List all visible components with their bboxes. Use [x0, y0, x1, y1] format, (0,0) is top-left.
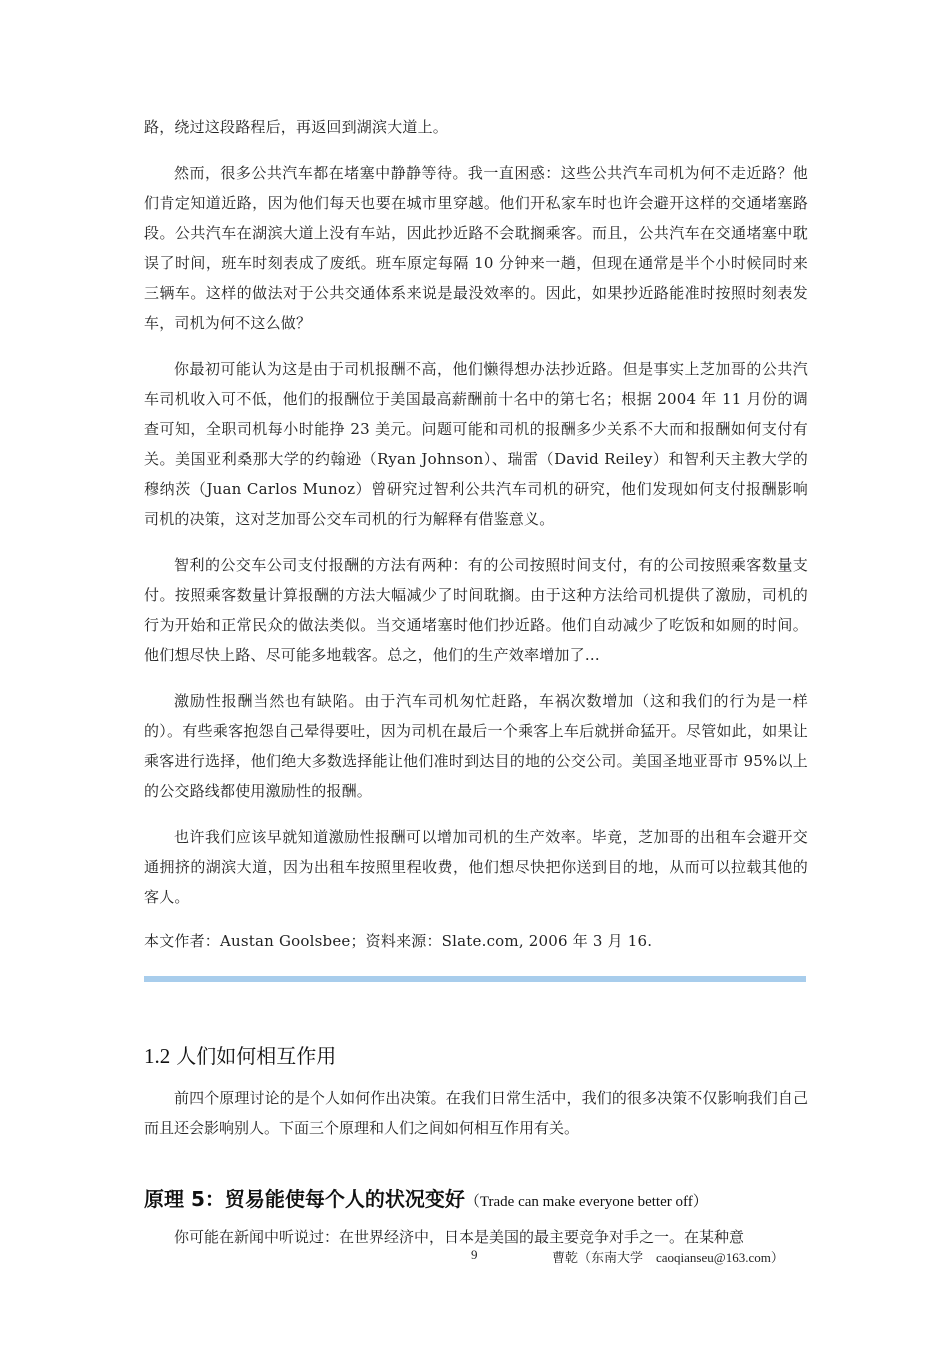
principle-english: （Trade can make everyone better off）: [464, 1194, 708, 1210]
box-paragraph: 然而，很多公共汽车都在堵塞中静静等待。我一直困惑：这些公共汽车司机为何不走近路？他们肯定知道近路，因为他们每天也要在城市里穿越。他们开私家车时也许会避开这样的交通堵塞路段。公共汽车在湖滨大道上没有车站，因此抄近路不会耽搁乘客。而且，公共汽车在交通堵塞中耽误了时间，班车时刻表成了废纸。班车原定每隔 10 分钟来一趟，但现在通常是半个小时候同时来三辆车。这样的做法对于公共交通体系来说是最没效率的。因此，如果抄近路能准时按照时刻表发车，司机为何不这么做？: [144, 164, 808, 332]
section-body: [144, 1083, 808, 1143]
footer-credit: 曹乾（东南大学 caoqianseu@163.com）: [552, 1250, 784, 1265]
box-paragraph: 路，绕过这段路程后，再返回到湖滨大道上。: [144, 118, 449, 136]
box-divider: [144, 976, 806, 982]
section-title: 人们如何相互作用: [176, 1044, 337, 1068]
box-paragraph: 你最初可能认为这是由于司机报酬不高，他们懒得想办法抄近路。但是事实上芝加哥的公共汽车司机收入可不低，他们的报酬位于美国最高薪酬前十名中的第七名；根据 2004 年 11 月份的调查可知，全职司机每小时能挣 23 美元。问题可能和司机的报酬多少关系不大而和报酬如何支付有关。美国亚利桑那大学的约翰逊（Ryan Johnson）、瑞雷（David Reiley）和智利天主教大学的穆纳茨（Juan Carlos Munoz）曾研究过智利公共汽车司机的研究，他们发现如何支付报酬影响司机的决策，这对芝加哥公交车司机的行为解释有借鉴意义。: [144, 360, 808, 528]
box-paragraph: 智利的公交车公司支付报酬的方法有两种：有的公司按照时间支付，有的公司按照乘客数量支付。按照乘客数量计算报酬的方法大幅减少了时间耽搁。由于这种方法给司机提供了激励，司机的行为开始和正常民众的做法类似。当交通堵塞时他们抄近路。他们自动减少了吃饭和如厕的时间。他们想尽快上路、尽可能多地载客。总之，他们的生产效率增加了…: [144, 556, 808, 664]
box-paragraph: 也许我们应该早就知道激励性报酬可以增加司机的生产效率。毕竟，芝加哥的出租车会避开交通拥挤的湖滨大道，因为出租车按照里程收费，他们想尽快把你送到目的地，从而可以拉载其他的客人。: [144, 828, 808, 906]
box-paragraph: 激励性报酬当然也有缺陷。由于汽车司机匆忙赶路，车祸次数增加（这和我们的行为是一样的）。有些乘客抱怨自己晕得要吐，因为司机在最后一个乘客上车后就拼命猛开。尽管如此，如果让乘客进行选择，他们绝大多数选择能让他们准时到达目的地的公交公司。美国圣地亚哥市 95%以上的公交路线都使用激励性的报酬。: [144, 692, 808, 800]
principle-title: 原理 5：贸易能使每个人的状况变好: [144, 1187, 465, 1211]
principle-heading: [144, 1183, 808, 1212]
principle-paragraph: 你可能在新闻中听说过：在世界经济中，日本是美国的最主要竞争对手之一。在某种意: [174, 1228, 745, 1246]
author-source-line: 本文作者：Austan Goolsbee；资料来源：Slate.com, 2006 年 3 月 16.: [144, 932, 653, 950]
section-heading: [144, 1040, 808, 1069]
page-number: 9: [471, 1247, 478, 1262]
case-study-box: [144, 112, 808, 956]
section-paragraph: 前四个原理讨论的是个人如何作出决策。在我们日常生活中，我们的很多决策不仅影响我们自己而且还会影响别人。下面三个原理和人们之间如何相互作用有关。: [144, 1089, 808, 1137]
section-number: 1.2: [144, 1044, 171, 1068]
page-content: [144, 112, 808, 1252]
